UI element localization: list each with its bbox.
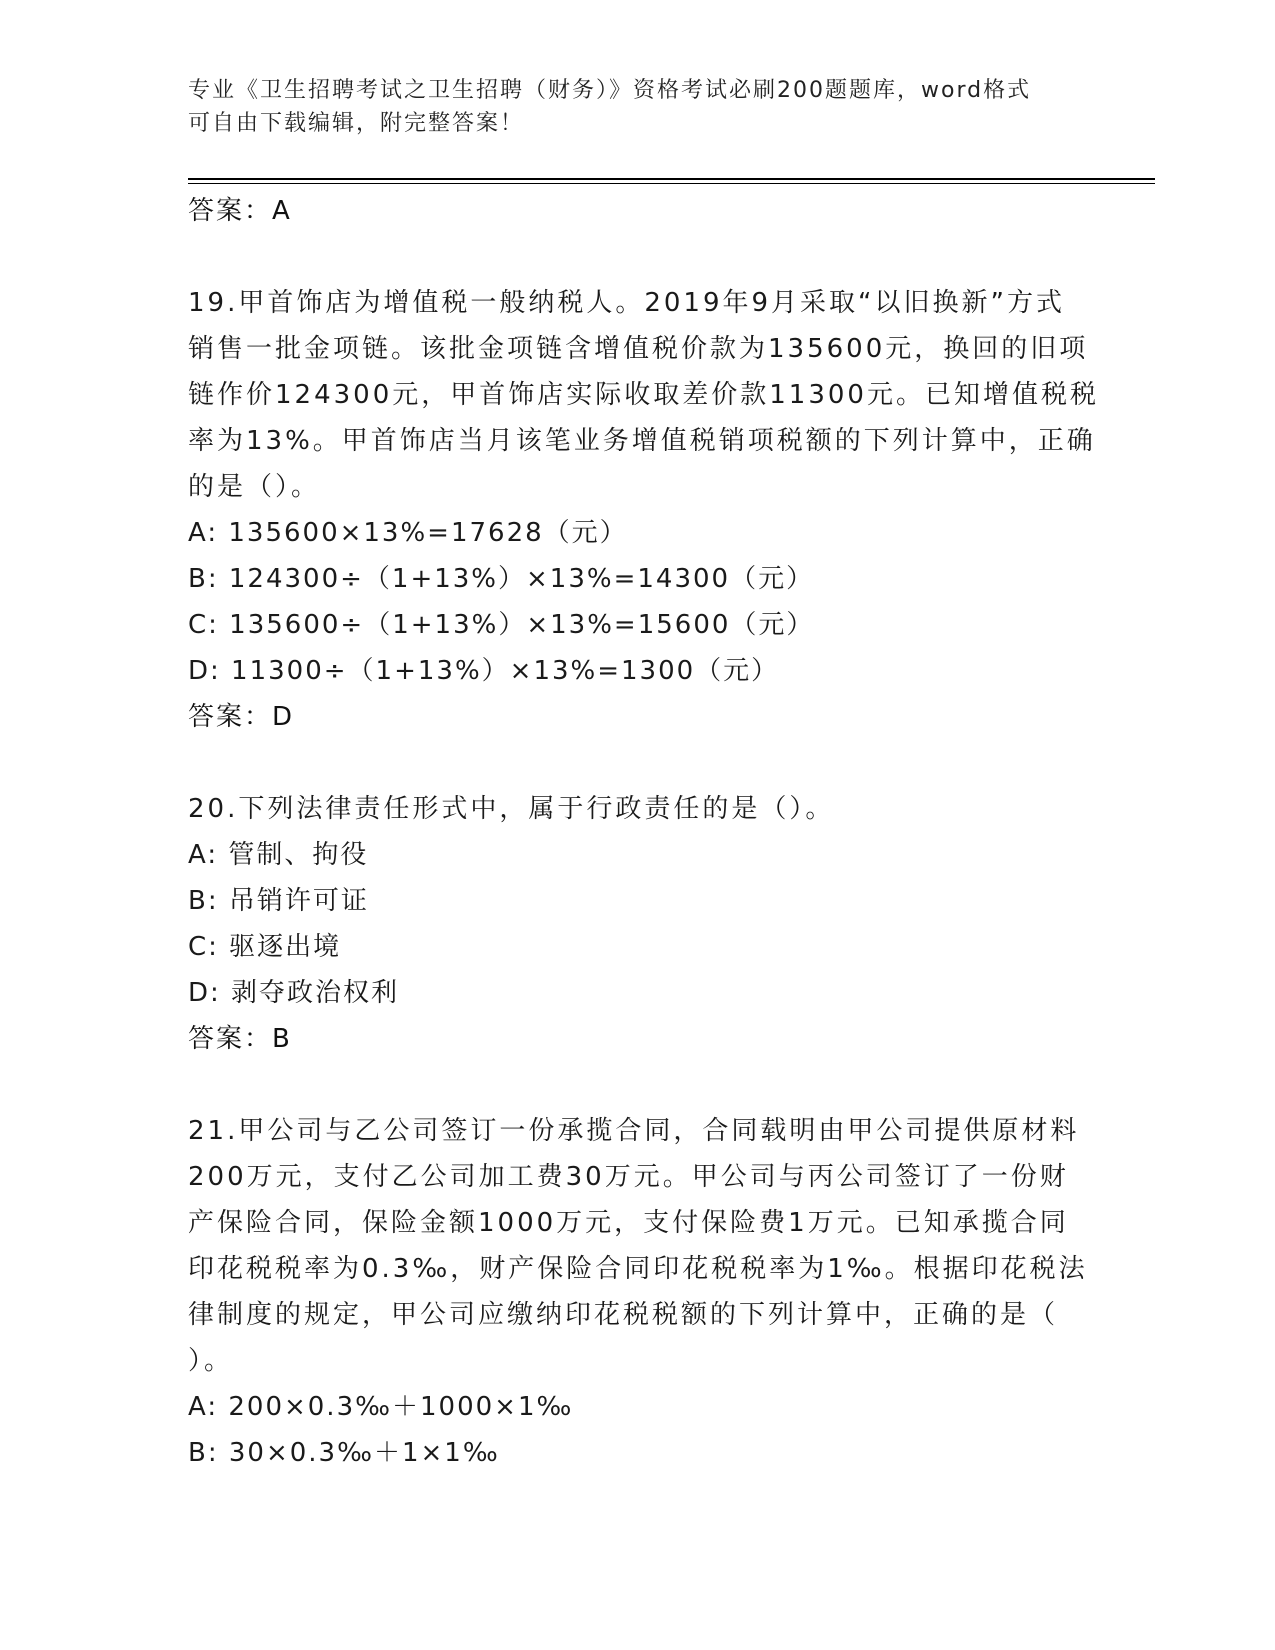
question-20-line-1: 20.下列法律责任形式中，属于行政责任的是（）。 [188, 794, 835, 824]
question-20-option-b: B: 吊销许可证 [188, 886, 369, 916]
answer-previous: 答案：A [188, 196, 292, 226]
spacer [188, 1062, 1088, 1108]
header-rule-thin [188, 183, 1155, 184]
question-20-option-a: A: 管制、拘役 [188, 840, 369, 870]
question-19-answer: 答案：D [188, 702, 295, 732]
spacer [188, 234, 1088, 280]
question-19 [188, 280, 1099, 740]
document-header [188, 74, 1088, 140]
question-21 [188, 1108, 1088, 1476]
question-19-option-b: B: 124300÷（1+13%）×13%=14300（元） [188, 564, 815, 594]
document-body [188, 188, 1099, 1476]
question-21-line-6: ）。 [188, 1346, 234, 1376]
question-19-option-c: C: 135600÷（1+13%）×13%=15600（元） [188, 610, 815, 640]
question-21-line-4: 印花税税率为0.3‰，财产保险合同印花税税率为1‰。根据印花税法 [188, 1254, 1088, 1284]
header-line-2: 可自由下载编辑，附完整答案！ [188, 111, 525, 136]
question-19-line-4: 率为13%。甲首饰店当月该笔业务增值税销项税额的下列计算中，正确 [188, 426, 1096, 456]
header-line-1: 专业《卫生招聘考试之卫生招聘（财务）》资格考试必刷200题题库，word格式 [188, 78, 1032, 103]
question-20-answer: 答案：B [188, 1024, 292, 1054]
question-21-line-5: 律制度的规定，甲公司应缴纳印花税税额的下列计算中，正确的是（ [188, 1300, 1059, 1330]
question-21-option-b: B: 30×0.3‰＋1×1‰ [188, 1438, 500, 1468]
question-20 [188, 786, 1088, 1062]
question-19-line-1: 19.甲首饰店为增值税一般纳税人。2019年9月采取“以旧换新”方式 [188, 288, 1065, 318]
spacer [188, 740, 1088, 786]
question-21-line-2: 200万元，支付乙公司加工费30万元。甲公司与丙公司签订了一份财 [188, 1162, 1069, 1192]
question-21-line-1: 21.甲公司与乙公司签订一份承揽合同，合同载明由甲公司提供原材料 [188, 1116, 1080, 1146]
question-19-option-d: D: 11300÷（1+13%）×13%=1300（元） [188, 656, 780, 686]
question-20-option-c: C: 驱逐出境 [188, 932, 342, 962]
question-21-option-a: A: 200×0.3‰＋1000×1‰ [188, 1392, 574, 1422]
question-19-line-3: 链作价124300元，甲首饰店实际收取差价款11300元。已知增值税税 [188, 380, 1099, 410]
question-20-option-d: D: 剥夺政治权利 [188, 978, 400, 1008]
question-19-line-5: 的是（）。 [188, 472, 321, 502]
question-19-line-2: 销售一批金项链。该批金项链含增值税价款为135600元，换回的旧项 [188, 334, 1089, 364]
question-19-option-a: A: 135600×13%=17628（元） [188, 518, 628, 548]
header-rule-thick [188, 178, 1155, 180]
question-21-line-3: 产保险合同，保险金额1000万元，支付保险费1万元。已知承揽合同 [188, 1208, 1069, 1238]
